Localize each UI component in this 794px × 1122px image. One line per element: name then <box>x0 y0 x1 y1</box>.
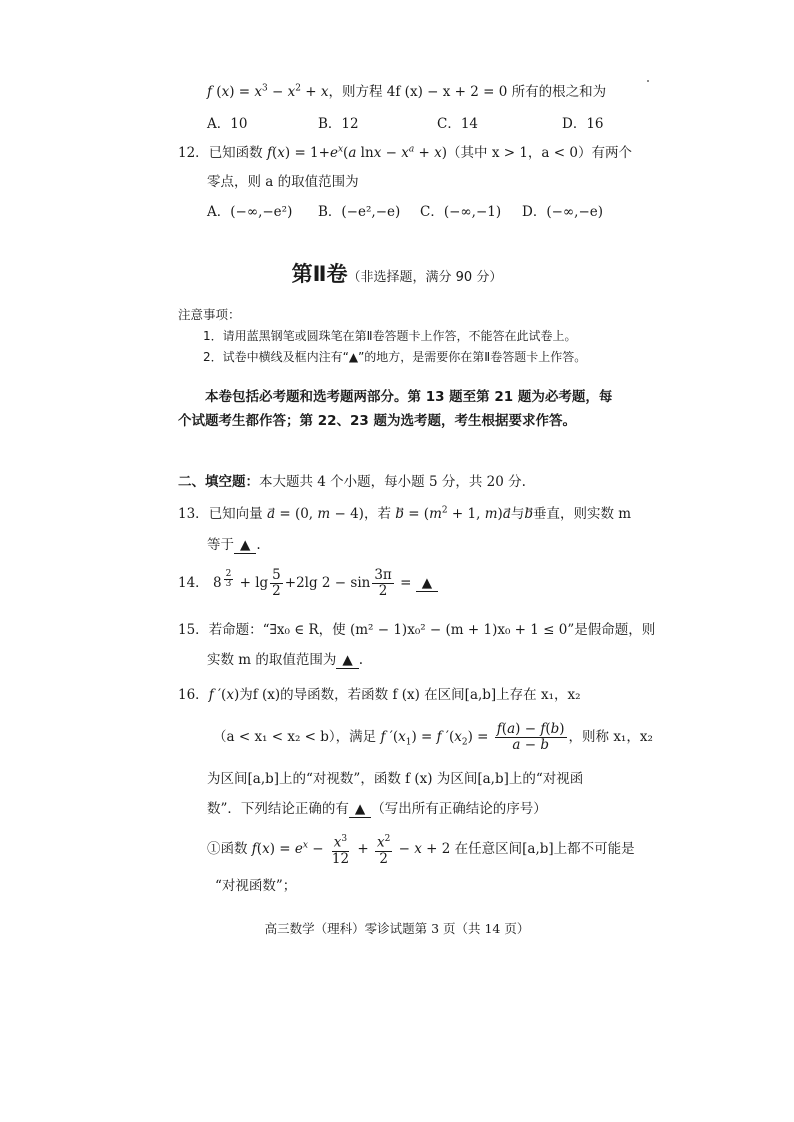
section2-subtitle: （非选择题，满分 90 分） <box>347 270 503 285</box>
q12-number: 12． <box>178 145 209 161</box>
notice-title: 注意事项： <box>178 307 241 322</box>
q13-vector-b: b⃗ = ($m^2 + 1$, m) <box>395 505 503 522</box>
q16-line3: 为区间[a,b]上的“对视数”，函数 f (x) 为区间[a,b]上的“对视函 <box>207 771 584 787</box>
intro-line-1: 本卷包括必考题和选考题两部分。第 13 题至第 21 题为必考题，每 <box>205 389 613 405</box>
q16-answer-blank: ▲ <box>349 801 371 818</box>
notice-item-2: 2．试卷中横线及框内注有“▲”的地方，是需要你在第Ⅱ卷答题卡上作答。 <box>203 350 587 364</box>
q16-line4 <box>207 797 547 818</box>
q11-function: f $(x) = x^3 - x^2 + x$ <box>207 83 329 100</box>
q16-item1c: “对视函数”； <box>215 878 297 894</box>
q11-option-a: A．10 <box>207 116 248 132</box>
q14-line <box>178 568 438 599</box>
q16-item1b: 在任意区间[a,b]上都不可能是 <box>454 840 635 857</box>
q16-equation: f $'(x_1) = f$ $'(x_2)$ = $\frac{f(a) - f(b)}{a - b}$ <box>380 721 565 753</box>
q13-text2: ，若 <box>363 506 391 522</box>
q16-line2a: （a < x₁ < x₂ < b），满足 <box>213 729 377 745</box>
section2-heading <box>0 258 794 288</box>
q12-option-a: A．(−∞,−e²) <box>207 204 293 220</box>
q16-fprime: f ′(x) <box>208 687 240 703</box>
q16-text1: 为f (x)的导函数，若函数 f (x) 在区间[a,b]上存在 x₁，x₂ <box>239 687 581 703</box>
q12-condition: （其中 x > 1，a < 0）有两个 <box>447 145 632 161</box>
q12-function: $f(x) = 1+e^x(a$ $\ln x - x^a + x$) <box>266 144 448 161</box>
q13-line2-text: 等于 <box>207 537 234 553</box>
q12-option-b: B．(−e²,−e) <box>318 204 401 220</box>
q16-item1-line <box>207 832 635 867</box>
q16-line2 <box>213 722 653 753</box>
q13-b-symbol: b <box>524 506 534 522</box>
q15-answer-blank: ▲ <box>336 652 358 669</box>
q13-line2: 等于 ▲ . <box>207 537 261 553</box>
q15-number: 15． <box>178 622 209 638</box>
q12-line2: 零点，则 a 的取值范围为 <box>207 174 359 190</box>
q13-text4: 垂直，则实数 m <box>533 506 632 522</box>
q13-text1: 已知向量 <box>208 506 263 522</box>
intro-line-2: 个试题考生都作答；第 22、23 题为选考题，考生根据要求作答。 <box>178 413 576 429</box>
section2-title: 第Ⅱ卷 <box>291 262 348 286</box>
q13-number: 13． <box>178 506 209 522</box>
part2-heading <box>178 470 526 490</box>
q16-item1a: ①函数 <box>207 840 248 857</box>
q13-answer-blank: ▲ <box>234 537 256 554</box>
q11-tail-line <box>207 80 606 100</box>
part2-desc: 本大题共 4 个小题，每小题 5 分，共 20 分. <box>259 474 526 490</box>
q13-text3: 与 <box>510 506 525 522</box>
q16-line1 <box>178 683 581 703</box>
page-footer: 高三数学（理科）零诊试题第 3 页（共 14 页） <box>264 921 530 936</box>
q11-option-d: D．16 <box>562 116 604 132</box>
q12-prefix: 已知函数 <box>208 145 263 161</box>
q15-line2-text: 实数 m 的取值范围为 <box>207 652 337 668</box>
q12-line1 <box>178 141 632 161</box>
q16-line4b: （写出所有正确结论的序号） <box>371 801 547 817</box>
part2-label: 二、填空题： <box>178 474 259 490</box>
q16-line2b: ，则称 x₁，x₂ <box>568 729 653 745</box>
q13-line1 <box>178 502 631 522</box>
q15-text1: 若命题：“∃x₀ ∈ R，使 (m² − 1)x₀² − (m + 1)x₀ + 1 ≤ 0”是假命题，则 <box>208 622 656 638</box>
q11-tail-text: ，则方程 4f (x) − x + 2 = 0 所有的根之和为 <box>328 84 607 100</box>
q15-line1 <box>178 618 655 638</box>
scan-speck <box>647 80 649 82</box>
q14-answer-blank: ▲ <box>416 575 438 592</box>
q15-line2: 实数 m 的取值范围为 ▲ . <box>207 652 364 668</box>
q13-a-symbol: a <box>502 506 511 522</box>
notice-item-1: 1．请用蓝黑钢笔或圆珠笔在第Ⅱ卷答题卡上作答，不能答在此试卷上。 <box>203 329 577 343</box>
q16-number: 16． <box>178 687 209 703</box>
q16-item1-function: $f(x) = e^x$ − $\frac{x^3}{12}$ + $\frac{x^2}{2}$ − x + 2 <box>251 834 451 867</box>
q14-expression: 8 $^{\frac{2}{3}}$ + lg $\frac{5}{2}$ +2lg 2 − sin $\frac{3\pi}{2}$ = <box>212 567 412 599</box>
q12-option-c: C．(−∞,−1) <box>420 204 502 220</box>
q12-option-d: D．(−∞,−e) <box>522 204 604 220</box>
q11-option-b: B．12 <box>318 116 359 132</box>
q13-vector-a: a⃗ = (0, m − 4) <box>266 506 364 522</box>
q11-option-c: C．14 <box>437 116 479 132</box>
q14-number: 14． <box>178 575 209 591</box>
q16-line4a: 数”．下列结论正确的有 <box>207 801 349 817</box>
